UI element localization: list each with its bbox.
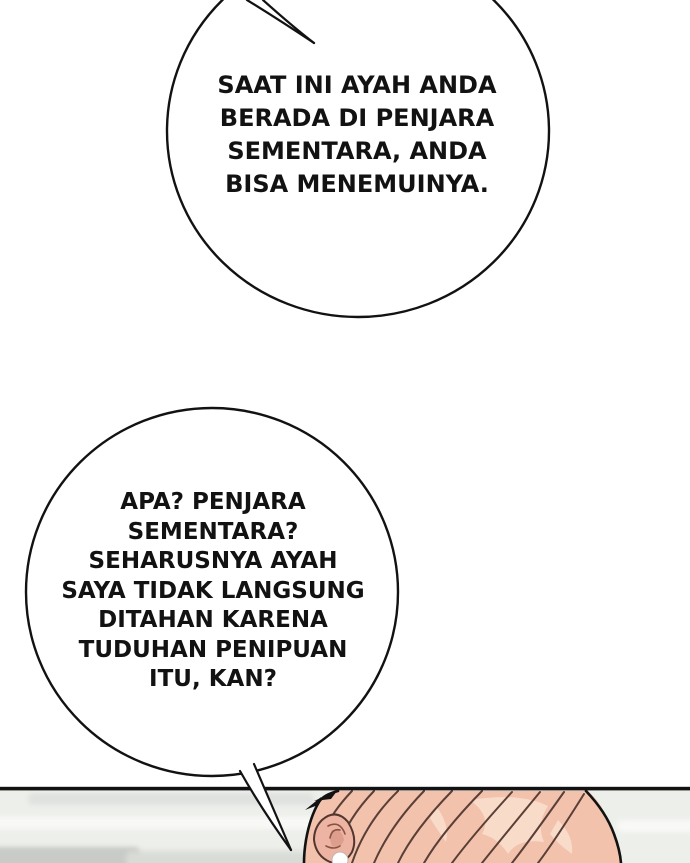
speech-text-top bbox=[168, 69, 546, 201]
speech-text-bottom bbox=[26, 488, 400, 695]
speech-line: BISA MENEMUINYA. bbox=[225, 170, 489, 198]
speech-line: TUDUHAN PENIPUAN bbox=[78, 636, 348, 663]
speech-line: SAAT INI AYAH ANDA bbox=[217, 71, 497, 99]
speech-line: SEMENTARA, ANDA bbox=[227, 137, 487, 165]
speech-bubble-bottom-tail bbox=[240, 764, 291, 850]
speech-line: APA? PENJARA bbox=[120, 489, 306, 515]
speech-line: BERADA DI PENJARA bbox=[219, 104, 495, 132]
speech-line: ITU, KAN? bbox=[149, 666, 277, 692]
character-head bbox=[304, 791, 621, 863]
speech-line: SEMENTARA? bbox=[127, 518, 299, 545]
speech-line: SEHARUSNYA AYAH bbox=[88, 548, 338, 574]
speech-line: DITAHAN KARENA bbox=[98, 607, 328, 633]
earring bbox=[332, 852, 348, 863]
speech-line: SAYA TIDAK LANGSUNG bbox=[61, 577, 365, 604]
speech-bubble-bottom-tail-edge bbox=[254, 764, 291, 850]
panel-divider-line bbox=[0, 787, 690, 791]
